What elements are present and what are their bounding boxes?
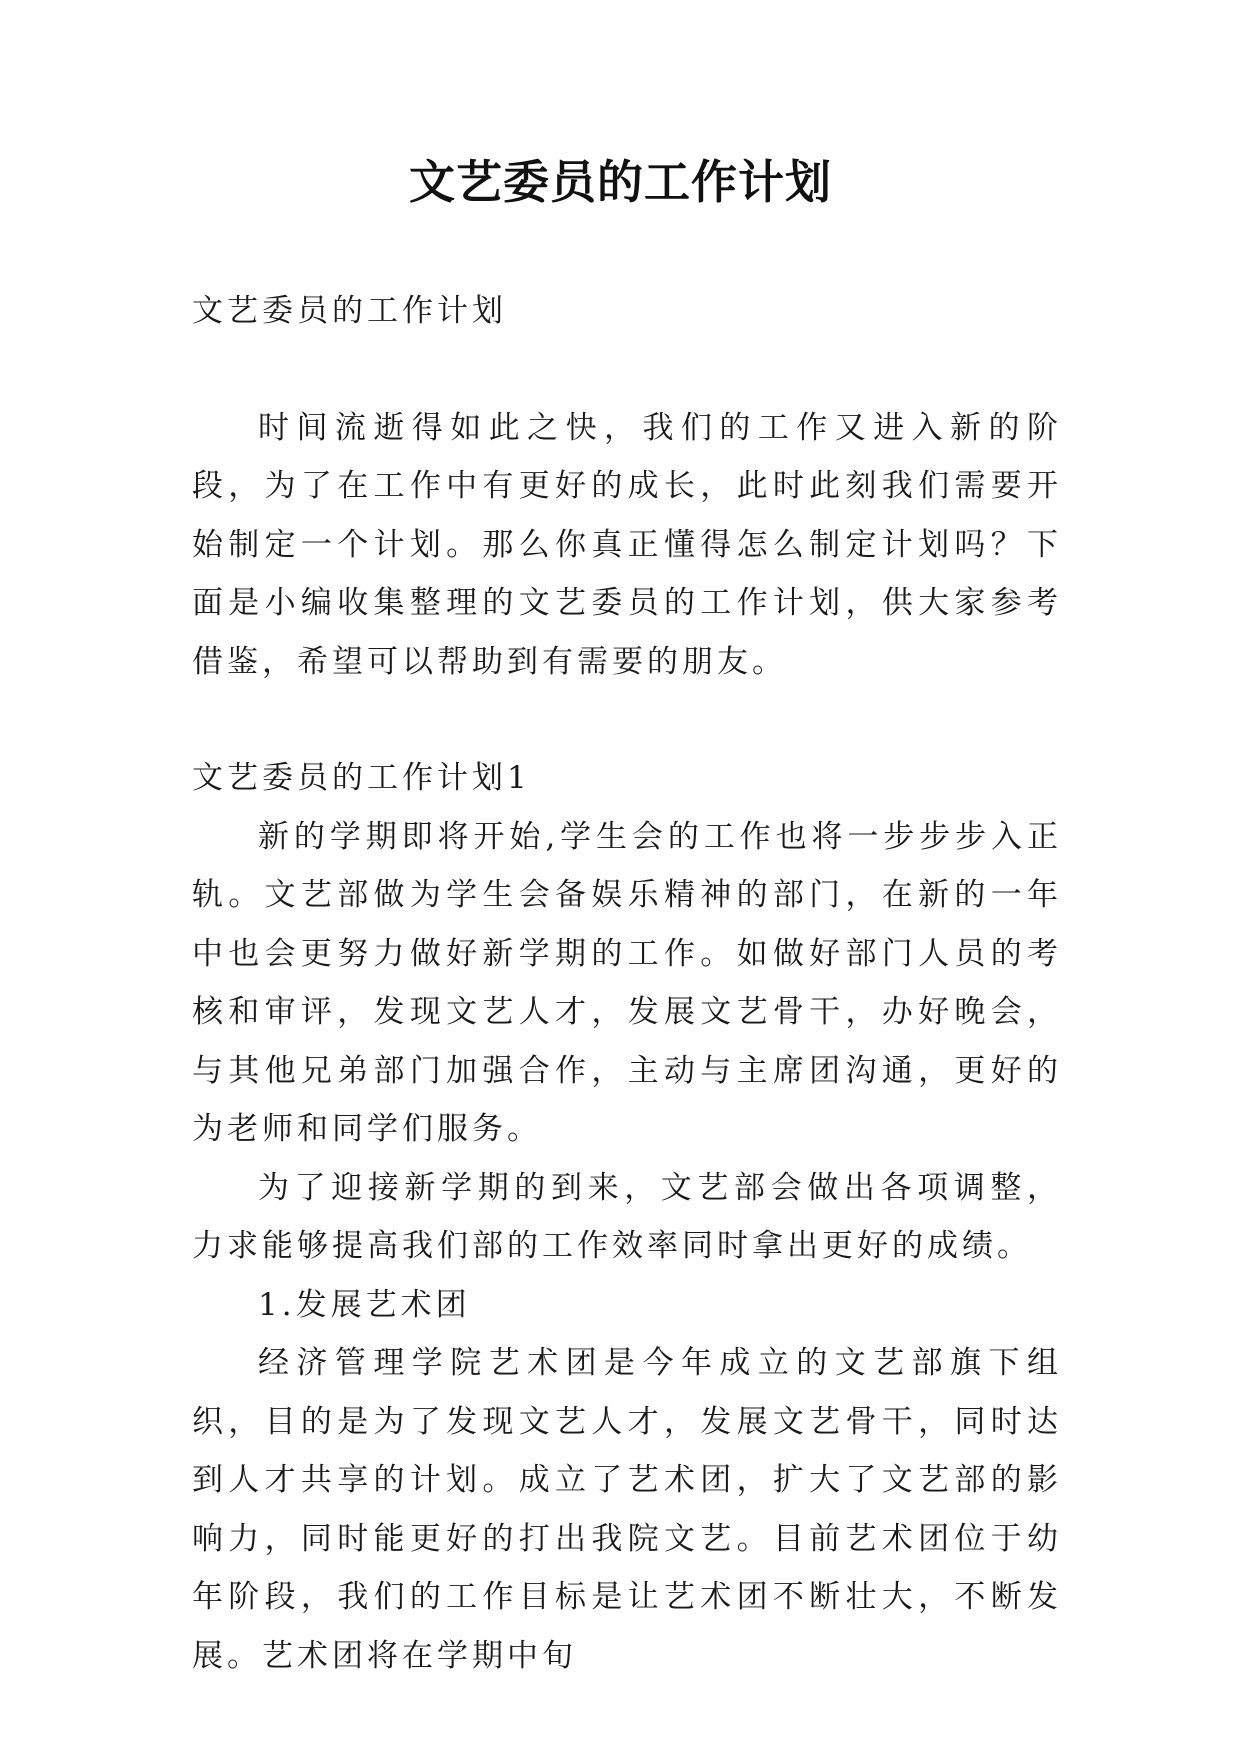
section-heading: 文艺委员的工作计划1: [192, 760, 531, 796]
body-paragraph: 经济管理学院艺术团是今年成立的文艺部旗下组织，目的是为了发现文艺人才，发展文艺骨干，同时达到人才共享的计划。成立了艺术团，扩大了文艺部的影响力，同时能更好的打出我院文艺。目前艺术团位于幼年阶段，我们的工作目标是让艺术团不断壮大，不断发展。艺术团将在学期中旬: [192, 1345, 1062, 1674]
document-body: [192, 282, 1062, 1685]
intro-paragraph: 时间流逝得如此之快，我们的工作又进入新的阶段，为了在工作中有更好的成长，此时此刻我们需要开始制定一个计划。那么你真正懂得怎么制定计划吗？下面是小编收集整理的文艺委员的工作计划，供大家参考借鉴，希望可以帮助到有需要的朋友。: [192, 409, 1062, 680]
document-subtitle: 文艺委员的工作计划: [192, 293, 507, 329]
item-heading: 1.发展艺术团: [258, 1286, 471, 1323]
document-title: 文艺委员的工作计划: [409, 155, 832, 209]
body-paragraph: 新的学期即将开始,学生会的工作也将一步步步入正轨。文艺部做为学生会备娱乐精神的部门，在新的一年中也会更努力做好新学期的工作。如做好部门人员的考核和审评，发现文艺人才，发展文艺骨干，办好晚会，与其他兄弟部门加强合作，主动与主席团沟通，更好的为老师和同学们服务。: [192, 818, 1062, 1147]
body-paragraph: 为了迎接新学期的到来，文艺部会做出各项调整，力求能够提高我们部的工作效率同时拿出更好的成绩。: [192, 1169, 1062, 1264]
